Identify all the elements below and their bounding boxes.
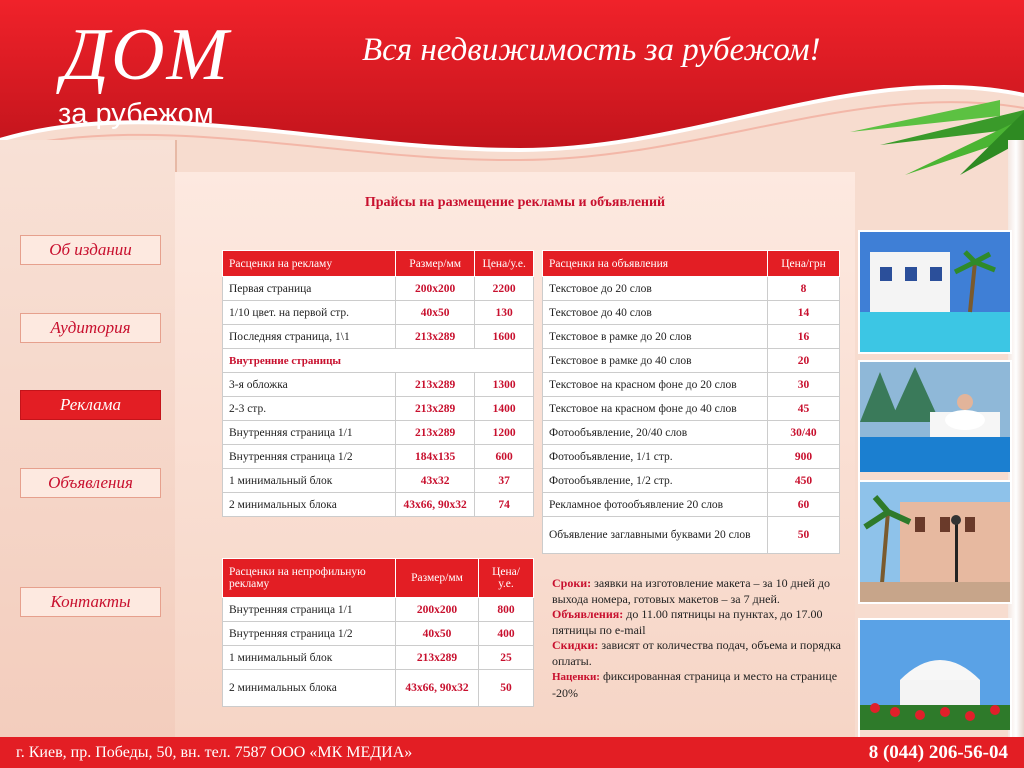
tagline: Вся недвижимость за рубежом! [362, 32, 821, 68]
row-price: 14 [768, 301, 840, 325]
row-size: 200x200 [396, 598, 479, 622]
ad-rates-table [222, 250, 534, 517]
footer [0, 737, 1024, 768]
photo-white-house-flowers [858, 618, 1012, 742]
row-price: 30/40 [768, 421, 840, 445]
table-row [543, 397, 840, 421]
row-size: 43x32 [396, 469, 475, 493]
table-header-row [223, 559, 534, 598]
row-label: Рекламное фотообъявление 20 слов [543, 493, 768, 517]
row-price: 8 [768, 277, 840, 301]
row-price: 16 [768, 325, 840, 349]
note-deadlines [552, 576, 852, 607]
note-text: до 11.00 пятницы на пунктах, до 17.00 пятницы по e-mail [552, 607, 823, 637]
column-header: Расценки на непрофильную рекламу [223, 559, 396, 598]
note-discounts [552, 638, 852, 669]
table-row [223, 445, 534, 469]
row-size: 213x289 [396, 646, 479, 670]
row-size: 40x50 [396, 622, 479, 646]
row-price: 50 [479, 670, 534, 707]
column-header: Цена/у.е. [479, 559, 534, 598]
note-surcharges [552, 669, 852, 701]
row-size: 40x50 [396, 301, 475, 325]
table-row [543, 421, 840, 445]
column-header: Размер/мм [396, 251, 475, 277]
photo-spa-woman [858, 360, 1012, 484]
row-price: 130 [475, 301, 534, 325]
note-text: фиксированная страница и место на странице -20% [552, 669, 838, 700]
row-size: 184x135 [396, 445, 475, 469]
table-row [223, 622, 534, 646]
table-header-row [223, 251, 534, 277]
table-row [543, 277, 840, 301]
row-price: 45 [768, 397, 840, 421]
section-label: Внутренние страницы [223, 349, 534, 373]
note-text: заявки на изготовление макета – за 10 дней до выхода номера, готовых макетов – за 7 дней. [552, 576, 830, 606]
row-label: Текстовое на красном фоне до 20 слов [543, 373, 768, 397]
note-label: Наценки: [552, 671, 600, 683]
row-price: 37 [475, 469, 534, 493]
logo-title: ДОМ [62, 14, 231, 96]
column-header: Размер/мм [396, 559, 479, 598]
row-size: 213x289 [396, 325, 475, 349]
row-label: 3-я обложка [223, 373, 396, 397]
row-price: 60 [768, 493, 840, 517]
row-size: 200x200 [396, 277, 475, 301]
row-label: Текстовое до 20 слов [543, 277, 768, 301]
photo-courtyard [858, 480, 1012, 604]
row-price: 1200 [475, 421, 534, 445]
left-navigation-panel [0, 140, 177, 737]
footer-address: г. Киев, пр. Победы, 50, вн. тел. 7587 ООО «МК МЕДИА» [16, 744, 413, 761]
table-row [543, 349, 840, 373]
row-label: Первая страница [223, 277, 396, 301]
column-header: Цена/грн [768, 251, 840, 277]
row-label: Внутренняя страница 1/2 [223, 445, 396, 469]
note-label: Объявления: [552, 607, 624, 621]
note-text: зависят от количества подач, объема и порядка оплаты. [552, 638, 841, 668]
table-row [543, 445, 840, 469]
row-price: 600 [475, 445, 534, 469]
row-label: Внутренняя страница 1/1 [223, 598, 396, 622]
row-price: 400 [479, 622, 534, 646]
row-label: Текстовое в рамке до 20 слов [543, 325, 768, 349]
row-price: 74 [475, 493, 534, 517]
note-label: Скидки: [552, 638, 599, 652]
table-row [223, 301, 534, 325]
row-price: 1300 [475, 373, 534, 397]
column-header: Цена/у.е. [475, 251, 534, 277]
table-row [223, 373, 534, 397]
row-price: 900 [768, 445, 840, 469]
row-label: 1/10 цвет. на первой стр. [223, 301, 396, 325]
row-label: Фотообъявление, 1/2 стр. [543, 469, 768, 493]
table-row [543, 517, 840, 554]
row-size: 213x289 [396, 397, 475, 421]
row-price: 1600 [475, 325, 534, 349]
table-row [223, 469, 534, 493]
nav-audience[interactable]: Аудитория [20, 313, 161, 343]
row-price: 30 [768, 373, 840, 397]
row-size: 213x289 [396, 421, 475, 445]
table-row [223, 646, 534, 670]
table-row [223, 397, 534, 421]
classified-rates-table [542, 250, 840, 554]
row-size: 43x66, 90x32 [396, 670, 479, 707]
row-price: 25 [479, 646, 534, 670]
table-row [223, 493, 534, 517]
nav-advertising[interactable]: Реклама [20, 390, 161, 420]
table-section-row [223, 349, 534, 373]
note-label: Сроки: [552, 576, 592, 590]
note-classifieds [552, 607, 852, 638]
row-price: 450 [768, 469, 840, 493]
row-label: Внутренняя страница 1/2 [223, 622, 396, 646]
table-row [543, 373, 840, 397]
table-row [543, 493, 840, 517]
logo-subtitle: за рубежом [58, 98, 214, 130]
row-price: 20 [768, 349, 840, 373]
terms-notes [552, 576, 852, 701]
row-label: Текстовое в рамке до 40 слов [543, 349, 768, 373]
row-label: Текстовое до 40 слов [543, 301, 768, 325]
table-row [543, 325, 840, 349]
row-price: 50 [768, 517, 840, 554]
row-label: 2 минимальных блока [223, 493, 396, 517]
row-label: Объявление заглавными буквами 20 слов [543, 517, 768, 554]
row-label: 2-3 стр. [223, 397, 396, 421]
row-label: Фотообъявление, 1/1 стр. [543, 445, 768, 469]
row-label: 1 минимальный блок [223, 469, 396, 493]
column-header: Расценки на объявления [543, 251, 768, 277]
page-title: Прайсы на размещение рекламы и объявлений [364, 195, 666, 210]
row-label: 2 минимальных блока [223, 670, 396, 707]
nav-classifieds[interactable]: Объявления [20, 468, 161, 498]
nav-contacts[interactable]: Контакты [20, 587, 161, 617]
table-row [223, 421, 534, 445]
table-row [543, 301, 840, 325]
row-price: 2200 [475, 277, 534, 301]
table-row [223, 325, 534, 349]
column-header: Расценки на рекламу [223, 251, 396, 277]
footer-phone[interactable]: 8 (044) 206-56-04 [868, 742, 1008, 763]
table-row [223, 277, 534, 301]
row-label: Внутренняя страница 1/1 [223, 421, 396, 445]
nonprofile-rates-table [222, 558, 534, 707]
row-label: 1 минимальный блок [223, 646, 396, 670]
row-label: Фотообъявление, 20/40 слов [543, 421, 768, 445]
row-size: 213x289 [396, 373, 475, 397]
row-label: Текстовое на красном фоне до 40 слов [543, 397, 768, 421]
row-price: 800 [479, 598, 534, 622]
row-label: Последняя страница, 1\1 [223, 325, 396, 349]
row-size: 43x66, 90x32 [396, 493, 475, 517]
table-row [223, 598, 534, 622]
table-row [543, 469, 840, 493]
row-price: 1400 [475, 397, 534, 421]
nav-about[interactable]: Об издании [20, 235, 161, 265]
table-row [223, 670, 534, 707]
table-header-row [543, 251, 840, 277]
photo-villa-pool [858, 230, 1012, 354]
